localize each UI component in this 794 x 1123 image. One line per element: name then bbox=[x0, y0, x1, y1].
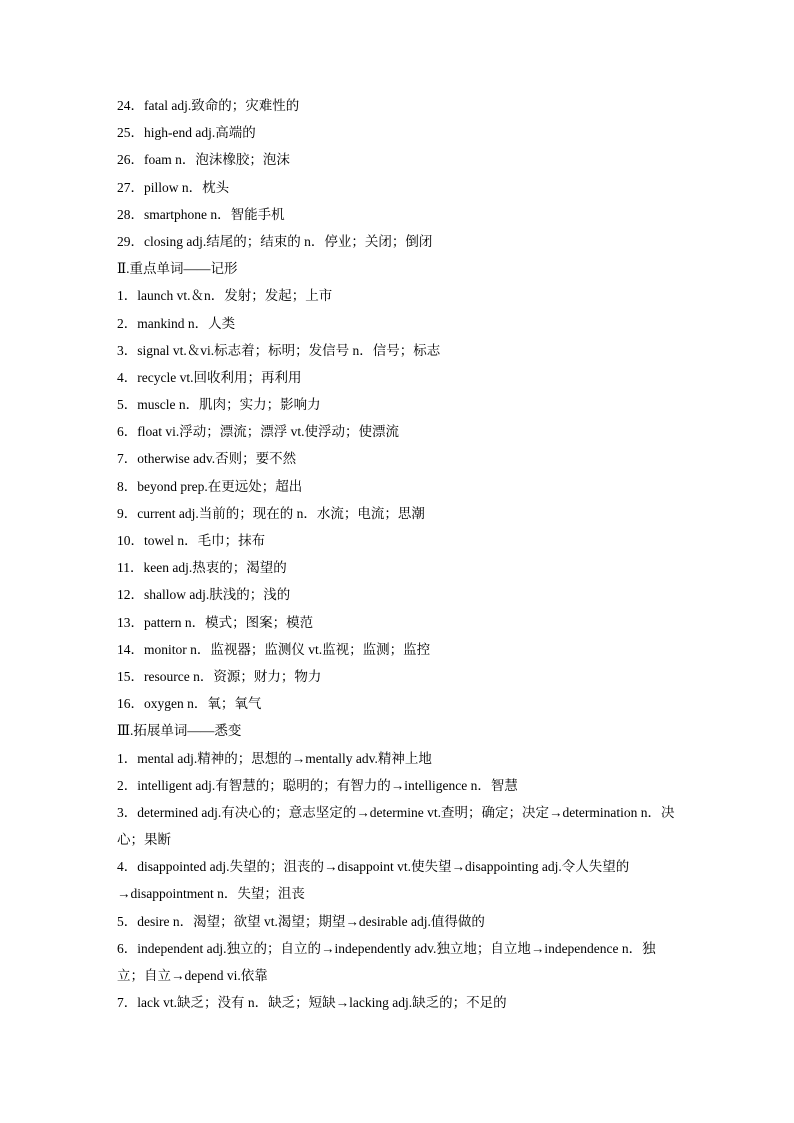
entry-pillow: 27．pillow n．枕头 bbox=[117, 179, 230, 195]
section-heading-key-words: Ⅱ.重点单词——记形 bbox=[117, 261, 238, 277]
entry-float: 6．float vi.浮动；漂流；漂浮 vt.使浮动；使漂流 bbox=[117, 424, 399, 440]
entry-foam: 26．foam n．泡沫橡胶；泡沫 bbox=[117, 152, 290, 168]
entry-keen: 11．keen adj.热衷的；渴望的 bbox=[117, 560, 287, 576]
entry-lack: 7．lack vt.缺乏；没有 n．缺乏；短缺→lacking adj.缺乏的；不足的 bbox=[117, 995, 507, 1011]
entry-smartphone: 28．smartphone n．智能手机 bbox=[117, 206, 285, 222]
entry-fatal: 24．fatal adj.致命的；灾难性的 bbox=[117, 98, 300, 113]
vocabulary-list bbox=[117, 92, 677, 1016]
entry-mental: 1．mental adj.精神的；思想的→mentally adv.精神上地 bbox=[117, 750, 432, 766]
entry-closing: 29．closing adj.结尾的；结束的 n．停业；关闭；倒闭 bbox=[117, 233, 433, 249]
entry-intelligent: 2．intelligent adj.有智慧的；聪明的；有智力的→intelligence n．智慧 bbox=[117, 777, 518, 793]
entry-launch: 1．launch vt.＆n．发射；发起；上市 bbox=[117, 288, 333, 304]
entry-muscle: 5．muscle n．肌肉；实力；影响力 bbox=[117, 397, 321, 413]
entry-determined: 3．determined adj.有决心的；意志坚定的→determine vt.查明；确定；决定→determination n．决心；果断 bbox=[117, 804, 675, 848]
entry-otherwise: 7．otherwise adv.否则；要不然 bbox=[117, 451, 297, 467]
entry-oxygen: 16．oxygen n．氧；氧气 bbox=[117, 696, 262, 712]
entry-monitor: 14．monitor n．监视器；监测仪 vt.监视；监测；监控 bbox=[117, 641, 431, 657]
section-heading-extended-words: Ⅲ.拓展单词——悉变 bbox=[117, 723, 242, 739]
entry-resource: 15．resource n．资源；财力；物力 bbox=[117, 668, 322, 684]
entry-high-end: 25．high-end adj.高端的 bbox=[117, 125, 256, 141]
entry-independent: 6．independent adj.独立的；自立的→independently adv.独立地；自立地→independence n．独立；自立→depend vi.依靠 bbox=[117, 940, 656, 984]
entry-recycle: 4．recycle vt.回收利用；再利用 bbox=[117, 369, 302, 385]
entry-disappointed: 4．disappointed adj.失望的；沮丧的→disappoint vt.使失望→disappointing adj.令人失望的→disappointment n．失望；沮丧 bbox=[117, 859, 630, 902]
entry-signal: 3．signal vt.＆vi.标志着；标明；发信号 n．信号；标志 bbox=[117, 342, 441, 358]
entry-beyond: 8．beyond prep.在更远处；超出 bbox=[117, 478, 303, 494]
entry-towel: 10．towel n．毛巾；抹布 bbox=[117, 533, 266, 548]
entry-current: 9．current adj.当前的；现在的 n．水流；电流；思潮 bbox=[117, 505, 425, 521]
entry-shallow: 12．shallow adj.肤浅的；浅的 bbox=[117, 587, 291, 603]
entry-mankind: 2．mankind n．人类 bbox=[117, 315, 236, 331]
entry-pattern: 13．pattern n．模式；图案；模范 bbox=[117, 614, 314, 630]
entry-desire: 5．desire n．渴望；欲望 vt.渴望；期望→desirable adj.值得做的 bbox=[117, 913, 485, 929]
